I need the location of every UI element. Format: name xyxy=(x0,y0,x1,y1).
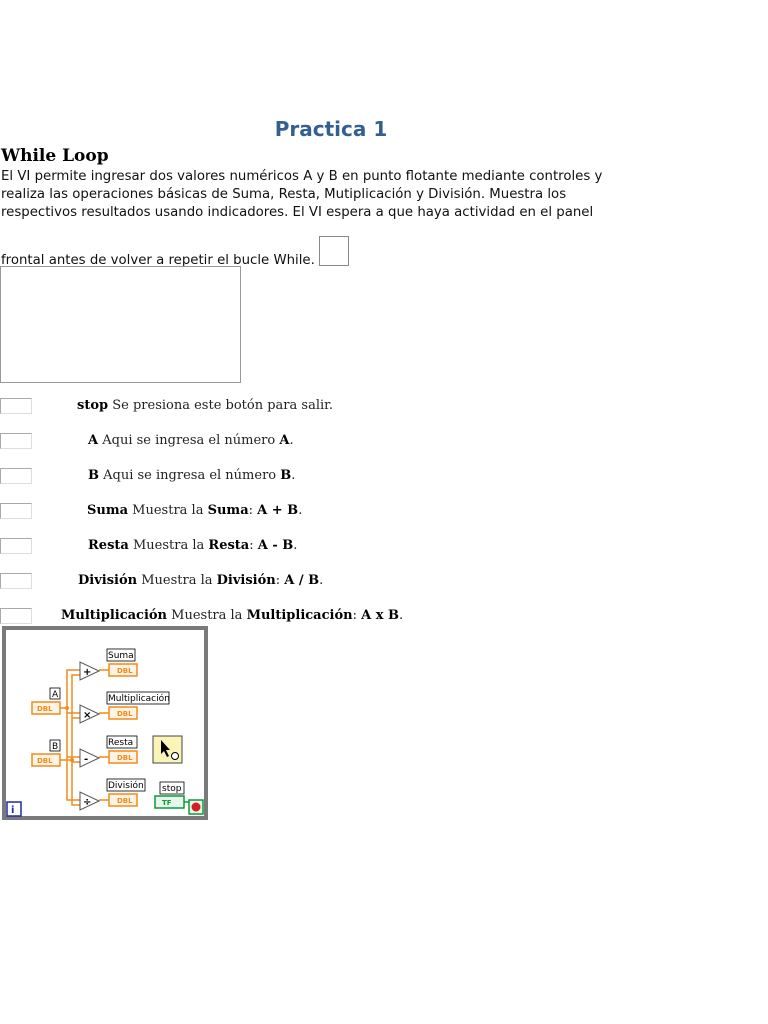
control-icon-placeholder xyxy=(0,503,32,519)
control-punct: . xyxy=(399,608,404,623)
control-formula: A + B xyxy=(257,503,299,518)
control-punct: : xyxy=(352,608,357,623)
control-punct: . xyxy=(293,538,298,553)
indicator-row-suma xyxy=(0,503,620,519)
label-resta: Resta xyxy=(108,738,134,748)
control-punct: . xyxy=(319,573,324,588)
description-line-4: frontal antes de volver a repetir el bucle While. xyxy=(1,253,315,268)
label-a: A xyxy=(52,690,59,700)
dbl-tag: DBL xyxy=(117,710,133,718)
section-heading: While Loop xyxy=(1,146,109,166)
add-icon: + xyxy=(83,667,92,678)
control-icon-placeholder xyxy=(0,608,32,624)
control-formula: A x B xyxy=(361,608,400,623)
block-diagram xyxy=(2,626,208,820)
divide-icon: ÷ xyxy=(83,797,92,808)
loop-condition-terminal xyxy=(189,800,203,814)
clock-icon xyxy=(172,753,179,760)
control-emphasis: Multiplicación xyxy=(246,608,353,623)
control-icon-placeholder xyxy=(0,468,32,484)
description-paragraph xyxy=(1,168,641,270)
control-emphasis: B xyxy=(280,468,292,483)
dbl-tag: DBL xyxy=(117,754,133,762)
control-punct: . xyxy=(289,433,294,448)
page-title: Practica 1 xyxy=(274,117,388,141)
control-description: Muestra la xyxy=(171,608,243,623)
label-b: B xyxy=(52,742,59,752)
control-formula: A / B xyxy=(284,573,320,588)
control-emphasis: División xyxy=(216,573,276,588)
label-stop: stop xyxy=(162,784,182,794)
control-description: Muestra la xyxy=(132,503,204,518)
control-description: Aqui se ingresa el número xyxy=(102,433,276,448)
control-description: Muestra la xyxy=(141,573,213,588)
control-punct: : xyxy=(249,538,254,553)
control-name: A xyxy=(88,433,99,448)
control-icon-placeholder xyxy=(0,573,32,589)
tf-tag: TF xyxy=(162,799,172,807)
subtract-icon: - xyxy=(84,754,89,765)
control-description: Se presiona este botón para salir. xyxy=(112,398,334,413)
control-emphasis: Suma xyxy=(207,503,249,518)
control-emphasis: Resta xyxy=(208,538,250,553)
multiply-icon: × xyxy=(83,710,92,721)
dbl-tag: DBL xyxy=(37,705,53,713)
stop-sign-icon xyxy=(192,803,201,812)
indicator-row-division xyxy=(0,573,620,589)
dbl-tag: DBL xyxy=(117,797,133,805)
description-line-3: respectivos resultados usando indicadores. El VI espera a que haya actividad en el panel xyxy=(1,205,594,220)
control-formula: A - B xyxy=(257,538,294,553)
control-punct: : xyxy=(248,503,254,518)
label-suma: Suma xyxy=(108,651,134,661)
description-line-1: El VI permite ingresar dos valores numéricos A y B en punto flotante mediante controles y xyxy=(1,169,603,184)
control-name: stop xyxy=(77,398,109,413)
control-emphasis: A xyxy=(279,433,290,448)
dbl-tag: DBL xyxy=(117,667,133,675)
label-division: División xyxy=(108,781,144,791)
image-placeholder xyxy=(319,236,349,266)
control-icon-placeholder xyxy=(0,433,32,449)
iteration-label: i xyxy=(11,805,15,816)
control-name: B xyxy=(88,468,99,483)
front-panel-image-frame xyxy=(0,266,241,383)
control-name: División xyxy=(78,573,138,588)
dbl-tag: DBL xyxy=(37,757,53,765)
label-multiplicacion: Multiplicación xyxy=(108,694,170,704)
control-punct: . xyxy=(291,468,296,483)
indicator-row-multiplicacion xyxy=(0,608,620,624)
control-row-b xyxy=(0,468,620,484)
control-description: Aqui se ingresa el número xyxy=(103,468,277,483)
control-row-stop xyxy=(0,398,620,414)
iteration-terminal xyxy=(7,802,21,816)
control-punct: : xyxy=(275,573,281,588)
control-name: Multiplicación xyxy=(61,608,168,623)
control-punct: . xyxy=(298,503,303,518)
indicator-row-resta xyxy=(0,538,620,554)
control-name: Suma xyxy=(87,503,129,518)
control-row-a xyxy=(0,433,620,449)
control-name: Resta xyxy=(88,538,129,553)
control-description: Muestra la xyxy=(132,538,205,553)
description-line-4-wrap xyxy=(1,236,641,270)
control-icon-placeholder xyxy=(0,398,32,414)
wait-front-panel-activity-node xyxy=(153,736,182,763)
control-icon-placeholder xyxy=(0,538,32,554)
description-line-2: realiza las operaciones básicas de Suma, Resta, Mutiplicación y División. Muestra los xyxy=(1,187,567,202)
